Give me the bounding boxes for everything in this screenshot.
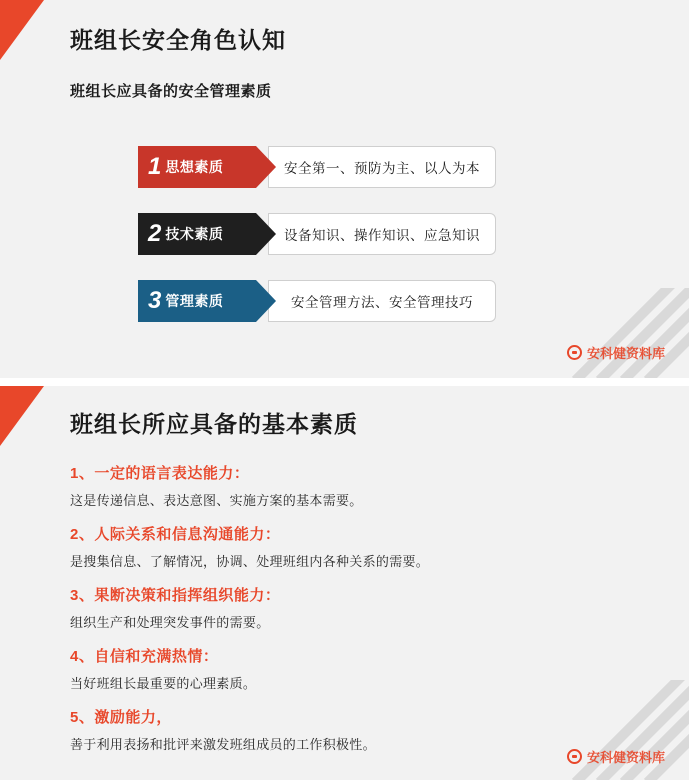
quality-label: 管理素质 (165, 293, 224, 309)
list-item-heading: 2、人际关系和信息沟通能力： (70, 526, 281, 543)
quality-description: 安全管理方法、安全管理技巧 (268, 280, 496, 322)
watermark-text: 安科健资料库 (586, 346, 665, 361)
corner-accent-triangle (0, 0, 44, 60)
list-item-body: 当好班组长最重要的心理素质。 (70, 676, 257, 691)
slide-1-title: 班组长安全角色认知 (70, 27, 286, 53)
slide-2-title: 班组长所应具备的基本素质 (70, 411, 358, 437)
quality-row (138, 280, 496, 322)
list-item (70, 584, 630, 631)
list-item (70, 462, 630, 509)
list-item (70, 706, 630, 753)
quality-tag (138, 213, 276, 255)
quality-number: 2 (148, 220, 162, 247)
slide-1 (0, 0, 689, 378)
watermark-slide-2 (567, 747, 665, 766)
list-item-body: 组织生产和处理突发事件的需要。 (70, 615, 270, 630)
quality-row (138, 146, 496, 188)
wechat-icon (567, 345, 582, 360)
quality-number: 3 (148, 287, 162, 314)
list-item (70, 645, 630, 692)
list-item (70, 523, 630, 570)
quality-tag (138, 146, 276, 188)
corner-accent-triangle (0, 386, 44, 446)
quality-tag (138, 280, 276, 322)
quality-list (70, 462, 630, 767)
list-item-body: 是搜集信息、了解情况，协调、处理班组内各种关系的需要。 (70, 554, 430, 569)
quality-number: 1 (148, 153, 162, 180)
quality-row (138, 213, 496, 255)
wechat-icon (567, 749, 582, 764)
watermark-slide-1 (567, 343, 665, 362)
list-item-heading: 1、一定的语言表达能力： (70, 465, 250, 482)
list-item-heading: 4、自信和充满热情： (70, 648, 219, 665)
quality-description: 设备知识、操作知识、应急知识 (268, 213, 496, 255)
slide-separator (0, 378, 689, 386)
list-item-heading: 5、激励能力， (70, 709, 172, 726)
slide-1-subtitle: 班组长应具备的安全管理素质 (70, 83, 272, 100)
quality-label: 技术素质 (165, 226, 224, 242)
quality-label: 思想素质 (165, 159, 224, 175)
watermark-text: 安科健资料库 (586, 750, 665, 765)
quality-description: 安全第一、预防为主、以人为本 (268, 146, 496, 188)
decorative-stripes (569, 288, 689, 378)
list-item-heading: 3、果断决策和指挥组织能力： (70, 587, 281, 604)
list-item-body: 这是传递信息、表达意图、实施方案的基本需要。 (70, 493, 363, 508)
list-item-body: 善于利用表扬和批评来激发班组成员的工作积极性。 (70, 737, 376, 752)
